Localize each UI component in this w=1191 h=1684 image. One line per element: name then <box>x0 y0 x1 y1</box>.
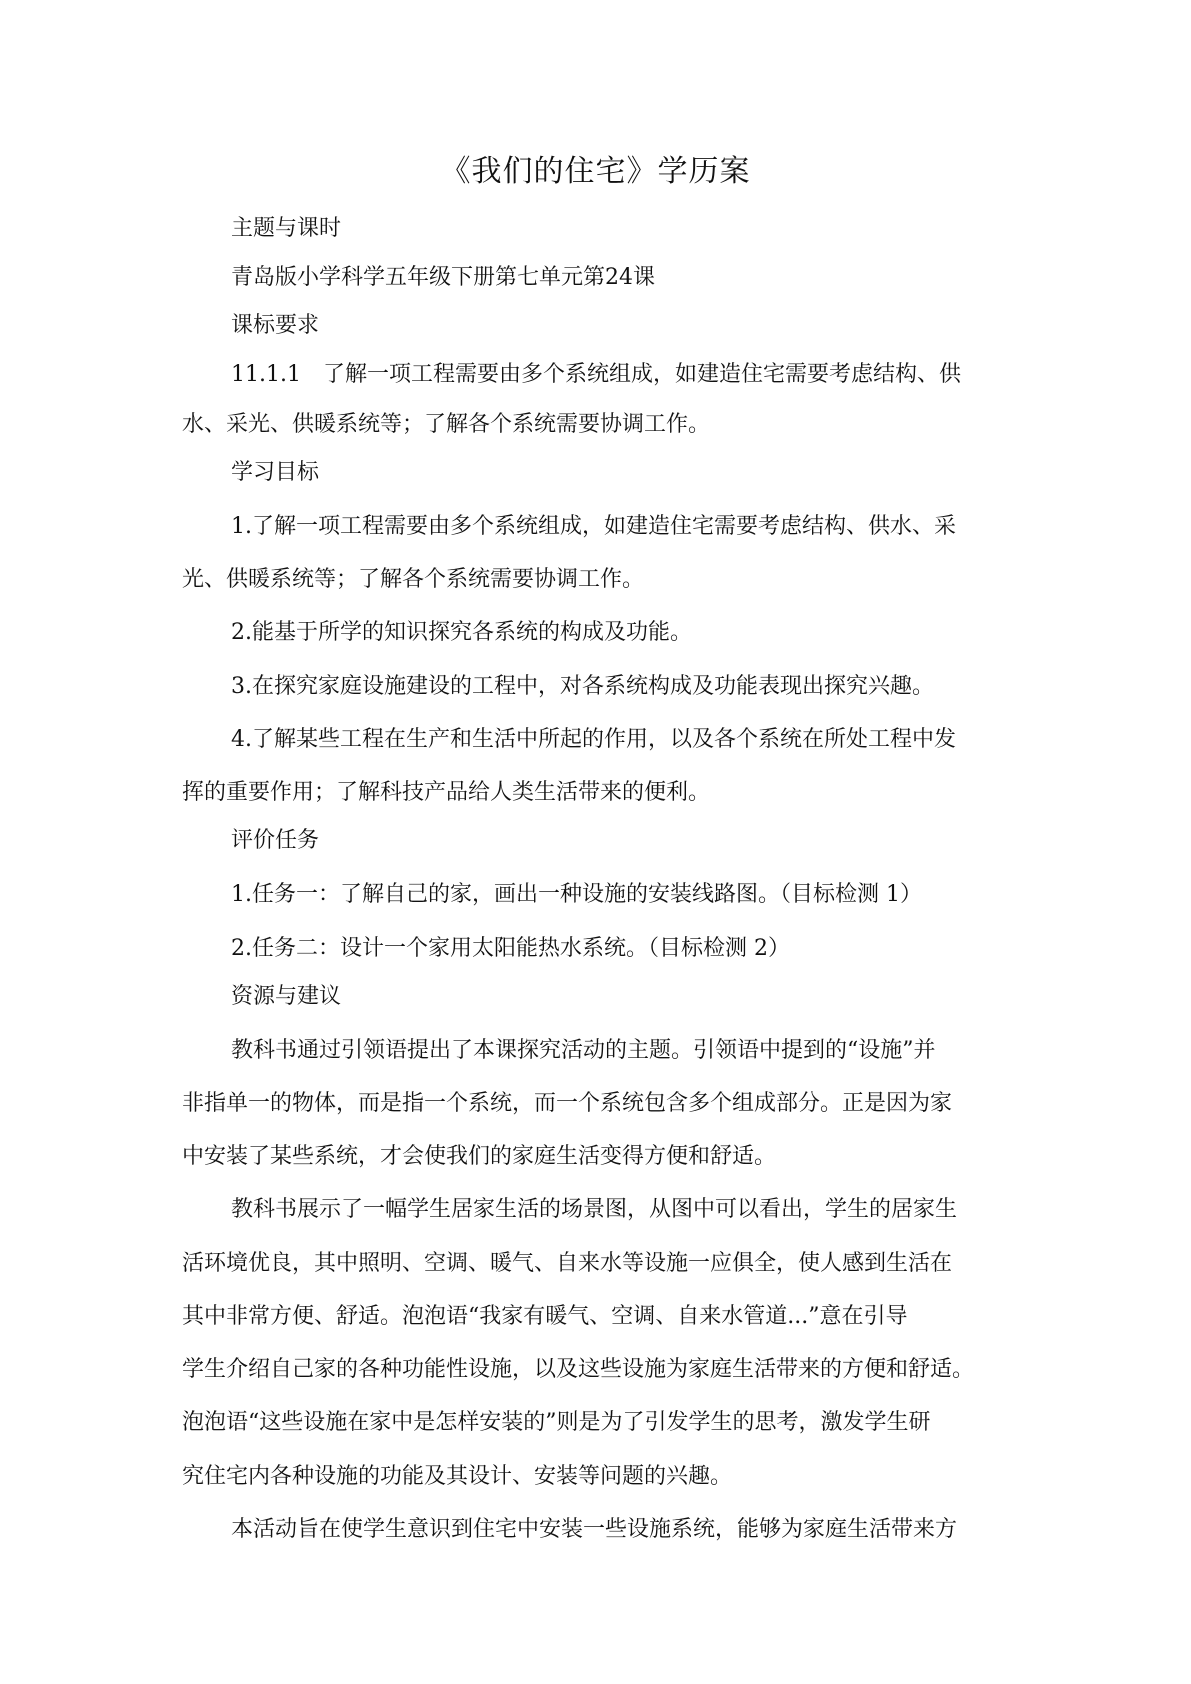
paragraph-line: 教科书通过引领语提出了本课探究活动的主题。引领语中提到的“设施”并 <box>231 1038 936 1063</box>
paragraph-line: 非指单一的物体，而是指一个系统，而一个系统包含多个组成部分。正是因为家 <box>182 1091 953 1116</box>
task-item: 1.任务一：了解自己的家，画出一种设施的安装线路图。（目标检测 1） <box>231 882 922 907</box>
standard-heading: 课标要求 <box>231 313 320 338</box>
paragraph-line: 教科书展示了一幅学生居家生活的场景图，从图中可以看出，学生的居家生 <box>231 1197 958 1222</box>
goal-item-line: 4.了解某些工程在生产和生活中所起的作用，以及各个系统在所处工程中发 <box>231 727 956 752</box>
topic-text: 青岛版小学科学五年级下册第七单元第24课 <box>231 265 655 290</box>
goal-item-line: 1.了解一项工程需要由多个系统组成，如建造住宅需要考虑结构、供水、采 <box>231 514 956 539</box>
task-item: 2.任务二：设计一个家用太阳能热水系统。（目标检测 2） <box>231 936 790 961</box>
paragraph-line: 学生介绍自己家的各种功能性设施，以及这些设施为家庭生活带来的方便和舒适。 <box>182 1357 975 1382</box>
goal-item-line: 3.在探究家庭设施建设的工程中，对各系统构成及功能表现出探究兴趣。 <box>231 674 934 699</box>
goals-heading: 学习目标 <box>231 460 320 485</box>
topic-heading: 主题与课时 <box>231 216 342 241</box>
standard-text-line: 水、采光、供暖系统等；了解各个系统需要协调工作。 <box>182 412 711 437</box>
paragraph-line: 究住宅内各种设施的功能及其设计、安装等问题的兴趣。 <box>182 1464 733 1489</box>
resources-heading: 资源与建议 <box>231 984 342 1009</box>
goal-item-line: 2.能基于所学的知识探究各系统的构成及功能。 <box>231 620 692 645</box>
paragraph-line: 泡泡语“这些设施在家中是怎样安装的”则是为了引发学生的思考，激发学生研 <box>182 1410 931 1435</box>
paragraph-line: 活环境优良，其中照明、空调、暖气、自来水等设施一应俱全，使人感到生活在 <box>182 1251 953 1276</box>
tasks-heading: 评价任务 <box>231 828 320 853</box>
goal-item-line: 光、供暖系统等；了解各个系统需要协调工作。 <box>182 567 645 592</box>
goal-item-line: 挥的重要作用；了解科技产品给人类生活带来的便利。 <box>182 780 711 805</box>
paragraph-line: 本活动旨在使学生意识到住宅中安装一些设施系统，能够为家庭生活带来方 <box>231 1517 958 1542</box>
document-title: 《我们的住宅》学历案 <box>440 154 751 189</box>
standard-text-line: 11.1.1 了解一项工程需要由多个系统组成，如建造住宅需要考虑结构、供 <box>231 362 961 387</box>
paragraph-line: 其中非常方便、舒适。泡泡语“我家有暖气、空调、自来水管道...”意在引导 <box>182 1304 908 1329</box>
paragraph-line: 中安装了某些系统，才会使我们的家庭生活变得方便和舒适。 <box>182 1144 777 1169</box>
